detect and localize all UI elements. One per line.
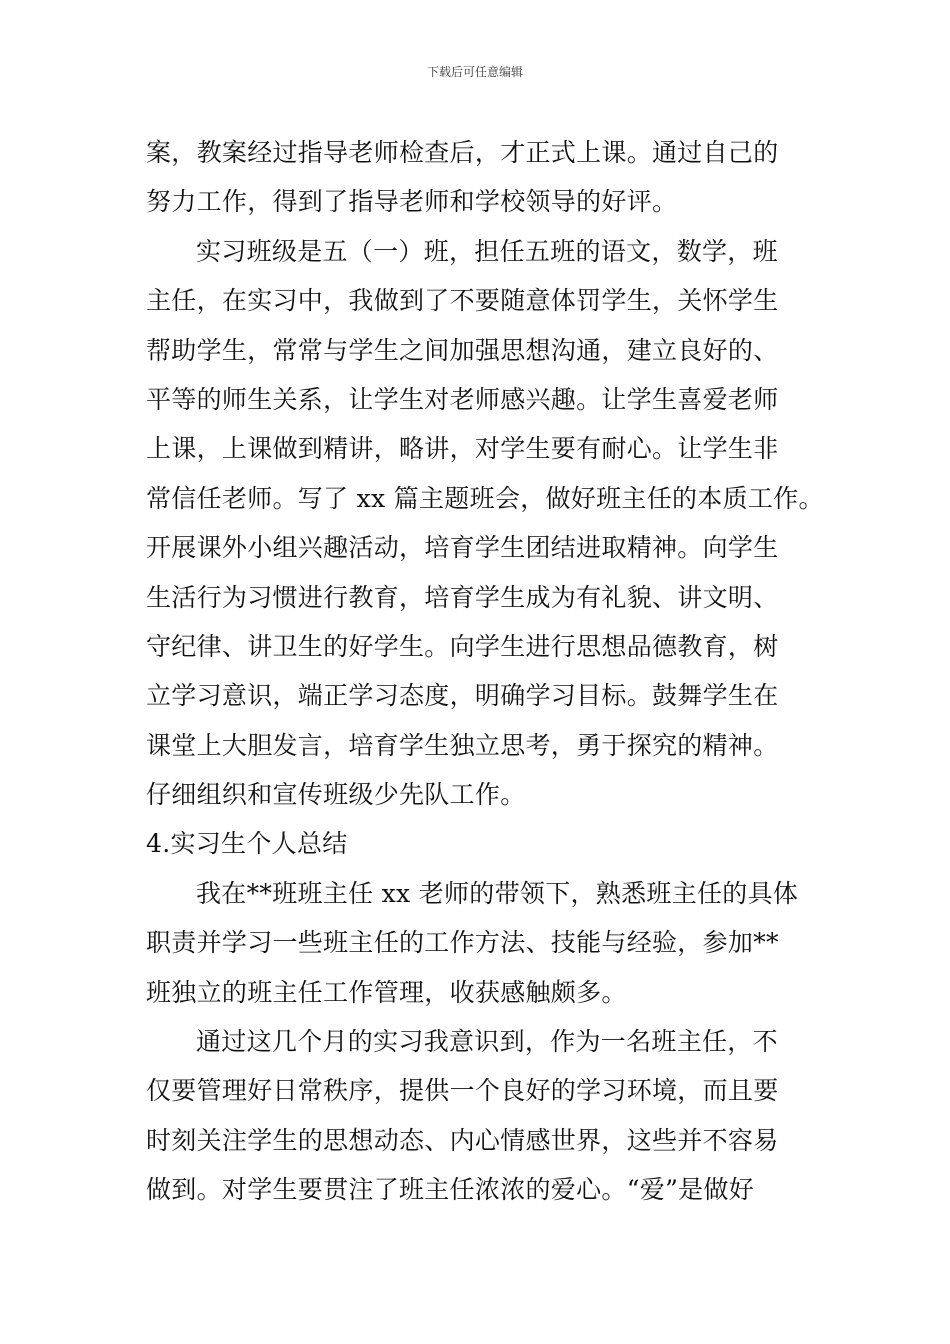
- text-line: 开展课外小组兴趣活动，培育学生团结进取精神。向学生: [146, 533, 779, 563]
- text-line: 平等的师生关系，让学生对老师感兴趣。让学生喜爱老师: [146, 384, 779, 414]
- text-line: 班独立的班主任工作管理，收获感触颇多。: [146, 977, 627, 1007]
- paragraph-start-line: 我在**班班主任 xx 老师的带领下，熟悉班主任的具体: [196, 878, 799, 908]
- page-header: 下载后可任意编辑: [426, 65, 523, 79]
- text-line: 帮助学生，常常与学生之间加强思想沟通，建立良好的、: [146, 335, 779, 365]
- text-line: 仔细组织和宣传班级少先队工作。: [146, 780, 526, 810]
- text-line: 课堂上大胆发言，培育学生独立思考，勇于探究的精神。: [146, 730, 779, 760]
- text-line: 常信任老师。写了 xx 篇主题班会，做好班主任的本质工作。: [146, 483, 824, 513]
- text-line: 案，教案经过指导老师检查后，才正式上课。通过自己的: [146, 138, 779, 167]
- paragraph-start-line: 通过这几个月的实习我意识到，作为一名班主任，不: [196, 1027, 778, 1057]
- text-line: 努力工作，得到了指导老师和学校领导的好评。: [146, 187, 678, 217]
- text-line: 仅要管理好日常秩序，提供一个良好的学习环境，而且要: [146, 1076, 779, 1106]
- section-heading: 4.实习生个人总结: [146, 829, 348, 859]
- text-line: 主任，在实习中，我做到了不要随意体罚学生，关怀学生: [146, 286, 779, 316]
- document-body: [146, 128, 826, 1215]
- text-line: 做到。对学生要贯注了班主任浓浓的爱心。“爱”是做好: [146, 1175, 755, 1205]
- text-line: 上课，上课做到精讲，略讲，对学生要有耐心。让学生非: [146, 434, 779, 464]
- text-line: 职责并学习一些班主任的工作方法、技能与经验，参加**: [146, 928, 779, 958]
- paragraph-start-line: 实习班级是五（一）班，担任五班的语文，数学，班: [196, 236, 778, 266]
- text-line: 时刻关注学生的思想动态、内心情感世界，这些并不容易: [146, 1125, 779, 1155]
- text-line: 守纪律、讲卫生的好学生。向学生进行思想品德教育，树: [146, 631, 779, 661]
- text-line: 生活行为习惯进行教育，培育学生成为有礼貌、讲文明、: [146, 582, 779, 612]
- text-line: 立学习意识，端正学习态度，明确学习目标。鼓舞学生在: [146, 681, 779, 711]
